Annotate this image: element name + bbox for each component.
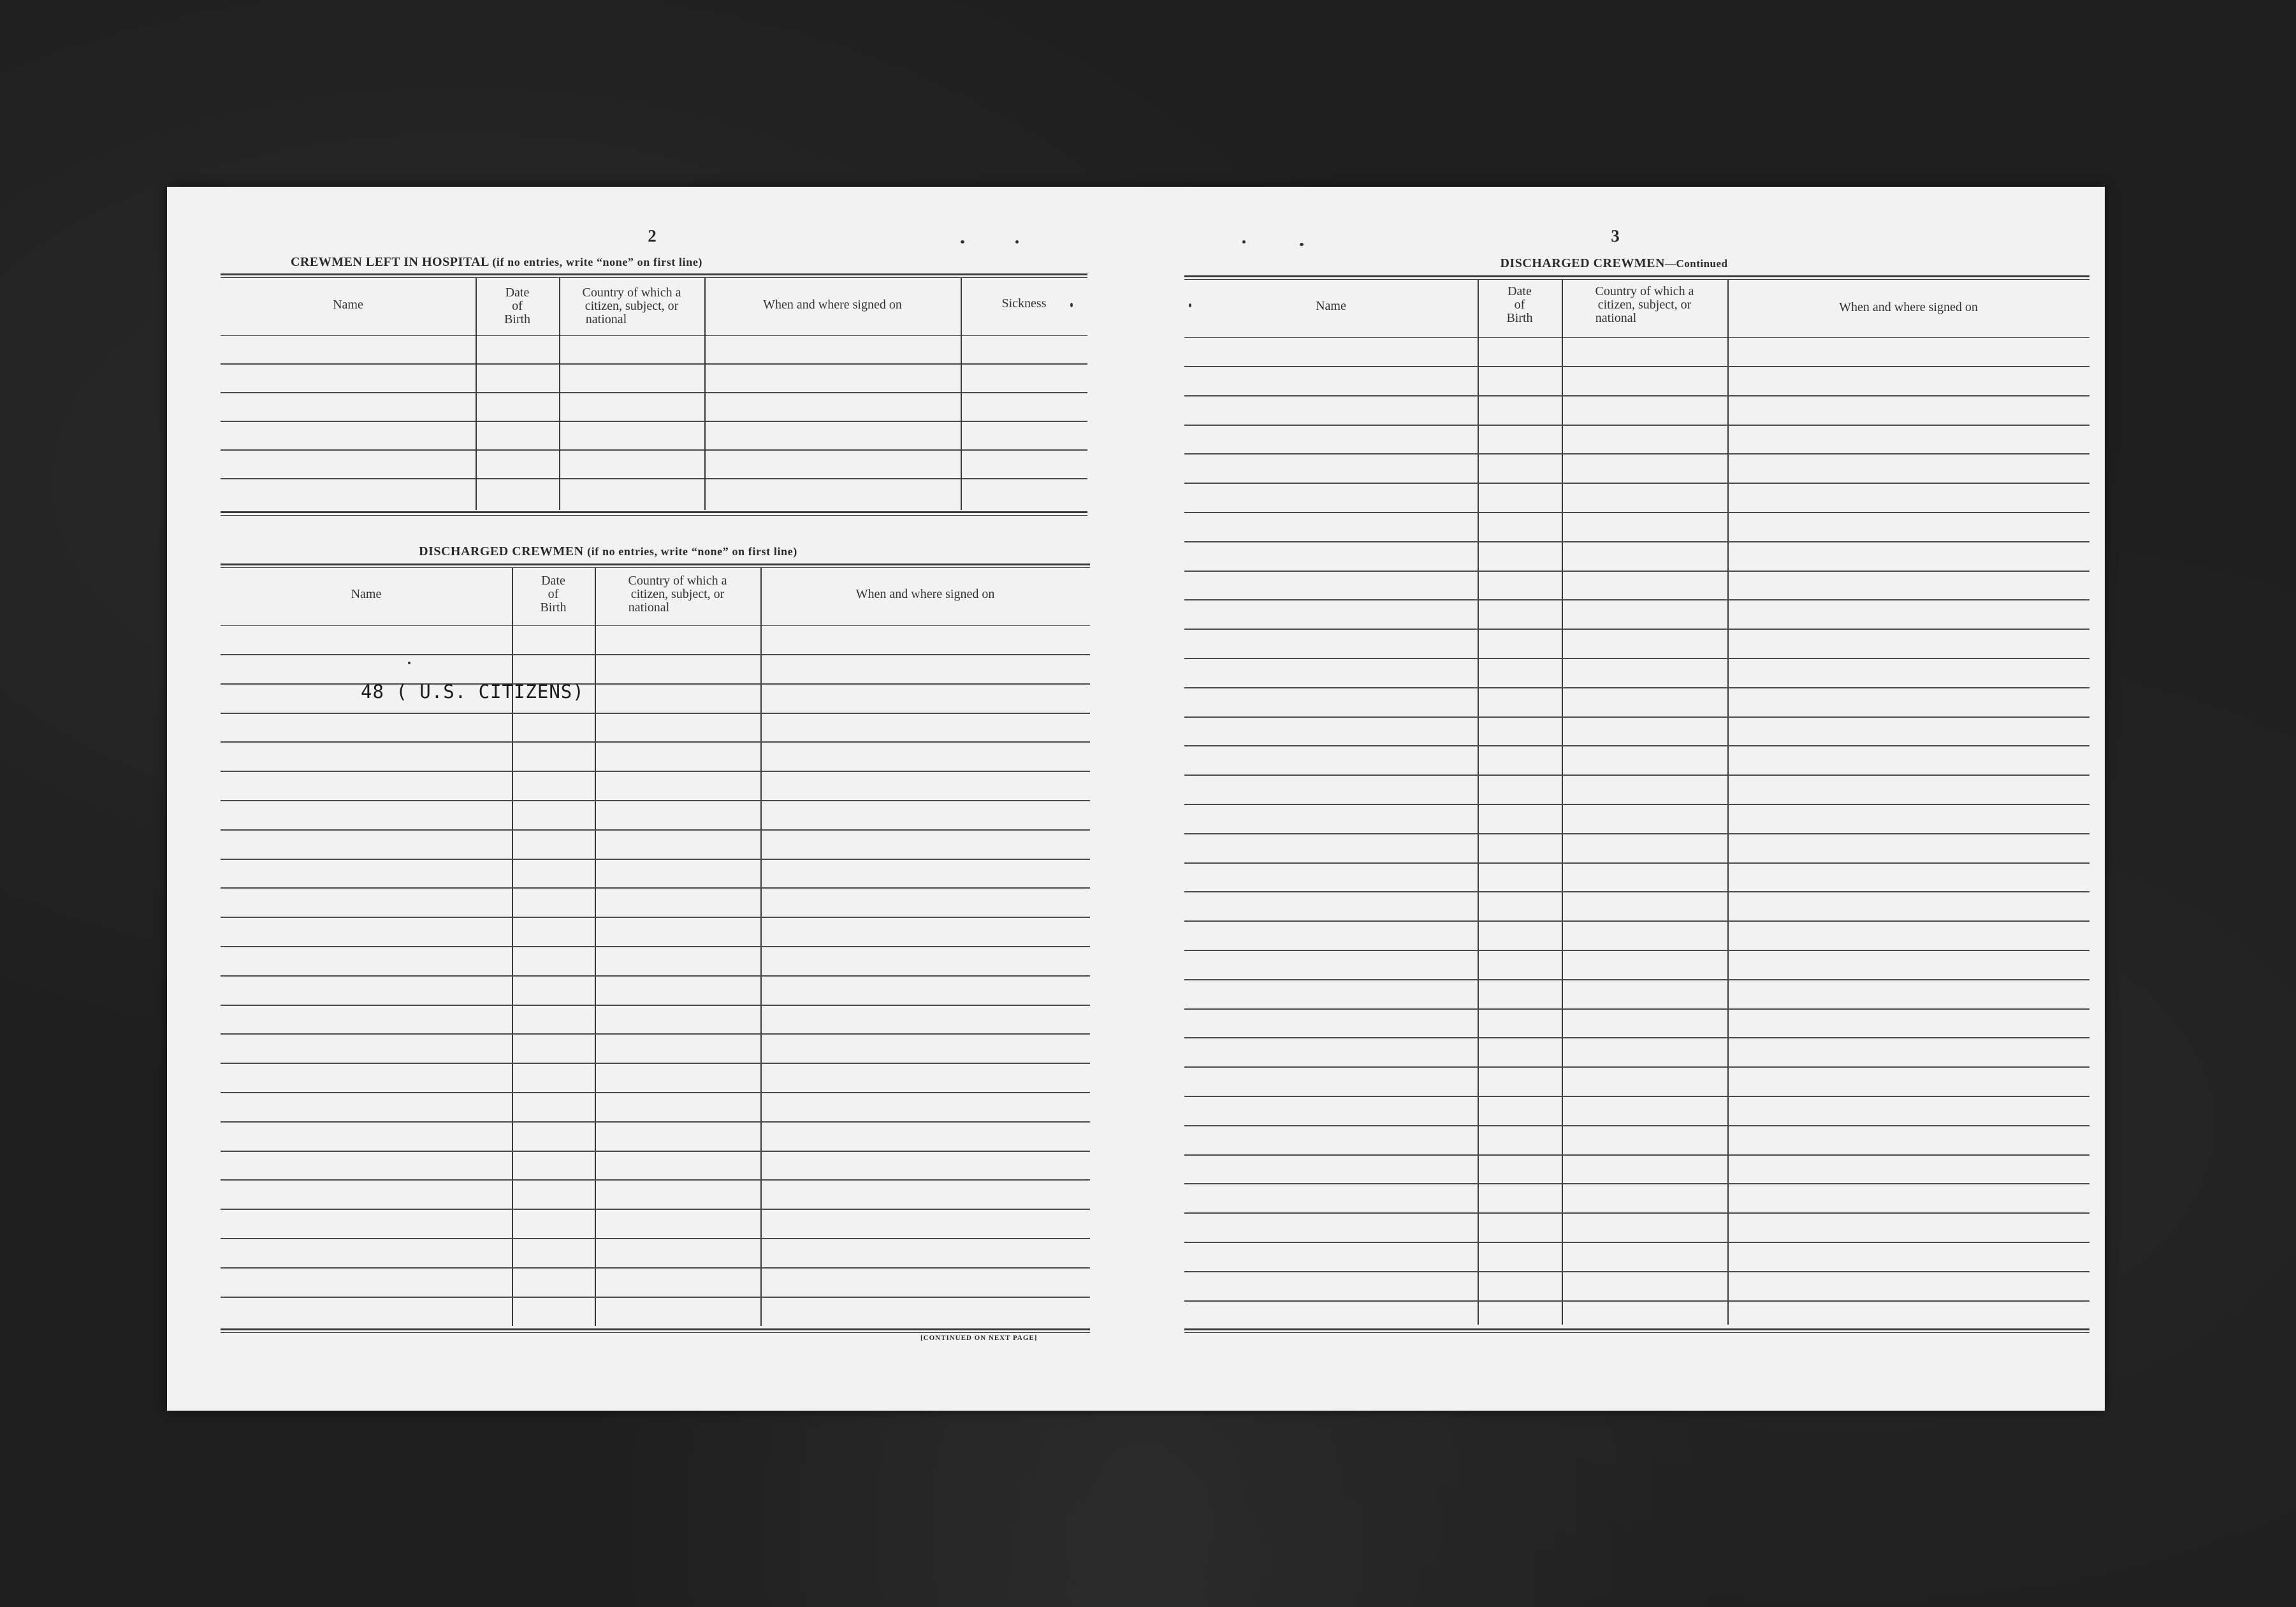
right-col-dob-line1: Date <box>1508 284 1532 298</box>
right-ruled-line <box>1184 833 2089 834</box>
discharged-ruled-line <box>221 946 1090 947</box>
right-ruled-line <box>1184 571 2089 572</box>
discharged-ruled-line <box>221 859 1090 860</box>
discharged-ruled-line <box>221 1238 1090 1239</box>
discharged-table <box>221 564 1090 1335</box>
discharged-ruled-line <box>221 800 1090 801</box>
right-ruled-line <box>1184 920 2089 922</box>
left-page-number: 2 <box>648 226 657 245</box>
discharged-title-text: DISCHARGED CREWMEN <box>419 544 584 558</box>
discharged-col-country-line3: national <box>628 600 670 614</box>
hospital-col-signed: When and where signed on <box>763 298 902 312</box>
right-ruled-line <box>1184 1183 2089 1184</box>
hospital-col-name: Name <box>333 298 363 312</box>
discharged-col-dob-line3: Birth <box>540 600 567 614</box>
discharged-ruled-line <box>221 1267 1090 1269</box>
discharged-section-title <box>219 544 997 559</box>
right-col-signed: When and where signed on <box>1839 300 1978 314</box>
hospital-col-country-line2: citizen, subject, or <box>585 299 679 313</box>
right-ruled-line <box>1184 862 2089 864</box>
discharged-col-dob <box>512 574 595 614</box>
discharged-ruled-line <box>221 654 1090 655</box>
hospital-col-dob-line3: Birth <box>504 312 531 326</box>
right-ruled-line <box>1184 512 2089 513</box>
right-section-title <box>1442 256 1786 271</box>
right-ruled-line <box>1184 687 2089 688</box>
right-ruled-line <box>1184 541 2089 542</box>
right-ruled-line <box>1184 716 2089 718</box>
discharged-col-country-line2: citizen, subject, or <box>630 587 725 601</box>
right-title-suffix: —Continued <box>1664 258 1728 270</box>
discharged-title-note: (if no entries, write “none” on first line) <box>587 545 797 558</box>
hospital-col-dob-line2: of <box>512 299 523 313</box>
right-ruled-line <box>1184 979 2089 980</box>
discharged-ruled-line <box>221 1005 1090 1006</box>
discharged-ruled-line <box>221 1121 1090 1123</box>
right-ruled-line <box>1184 366 2089 367</box>
right-col-dob <box>1478 285 1562 325</box>
right-ruled-line <box>1184 599 2089 600</box>
discharged-ruled-line <box>221 1033 1090 1035</box>
right-ruled-line <box>1184 1125 2089 1126</box>
document-sheet <box>167 187 2105 1411</box>
right-ruled-line <box>1184 483 2089 484</box>
hospital-col-country-line1: Country of which a <box>582 286 681 300</box>
discharged-ruled-line <box>221 829 1090 831</box>
right-ruled-line <box>1184 1271 2089 1272</box>
right-ruled-line <box>1184 395 2089 396</box>
discharged-ruled-line <box>221 1297 1090 1298</box>
hospital-title-note: (if no entries, write “none” on first line) <box>492 256 703 268</box>
right-ruled-line <box>1184 1212 2089 1214</box>
right-page-number: 3 <box>1611 226 1620 245</box>
discharged-col-name: Name <box>351 587 382 601</box>
hospital-section-title <box>219 255 774 270</box>
right-ruled-line <box>1184 745 2089 746</box>
right-col-name: Name <box>1316 299 1346 313</box>
discharged-ruled-line <box>221 1151 1090 1152</box>
discharged-ruled-line <box>221 1092 1090 1093</box>
discharged-ruled-line <box>221 975 1090 977</box>
continued-footer: [CONTINUED ON NEXT PAGE] <box>920 1334 1038 1342</box>
right-col-dob-line2: of <box>1514 298 1525 312</box>
right-ruled-line <box>1184 658 2089 659</box>
right-ruled-line <box>1184 1008 2089 1010</box>
right-col-country-line3: national <box>1595 311 1637 325</box>
hospital-col-country-line3: national <box>585 312 627 326</box>
discharged-ruled-line <box>221 887 1090 889</box>
right-ruled-line <box>1184 891 2089 892</box>
discharged-continued-table <box>1184 275 2089 1335</box>
hospital-col-sickness: Sickness <box>1001 296 1047 310</box>
right-ruled-line <box>1184 950 2089 951</box>
right-ruled-line <box>1184 1242 2089 1243</box>
hospital-col-dob <box>476 286 559 326</box>
discharged-ruled-line <box>221 713 1090 714</box>
hospital-title-text: CREWMEN LEFT IN HOSPITAL <box>290 255 489 269</box>
discharged-ruled-line <box>221 1063 1090 1064</box>
discharged-col-signed: When and where signed on <box>855 587 995 601</box>
discharged-col-country-line1: Country of which a <box>628 574 727 588</box>
discharged-col-dob-line2: of <box>548 587 559 601</box>
right-ruled-line <box>1184 425 2089 426</box>
discharged-col-country <box>595 574 760 614</box>
discharged-ruled-line <box>221 683 1090 685</box>
discharged-ruled-line <box>221 917 1090 918</box>
discharged-ruled-line <box>221 1179 1090 1181</box>
right-ruled-line <box>1184 1096 2089 1097</box>
right-ruled-line <box>1184 453 2089 454</box>
right-col-country <box>1562 285 1727 325</box>
right-title-text: DISCHARGED CREWMEN <box>1500 256 1665 270</box>
discharged-ruled-line <box>221 771 1090 772</box>
right-ruled-line <box>1184 1154 2089 1156</box>
typed-entry: 48 ( U.S. CITIZENS) <box>361 681 585 702</box>
right-ruled-line <box>1184 1066 2089 1068</box>
right-ruled-line <box>1184 629 2089 630</box>
right-col-dob-line3: Birth <box>1506 311 1533 325</box>
right-ruled-line <box>1184 1037 2089 1038</box>
discharged-ruled-line <box>221 741 1090 743</box>
right-col-country-line1: Country of which a <box>1595 284 1694 298</box>
discharged-ruled-line <box>221 1209 1090 1210</box>
hospital-col-dob-line1: Date <box>505 286 530 300</box>
right-ruled-line <box>1184 804 2089 805</box>
right-ruled-line <box>1184 774 2089 776</box>
hospital-table <box>221 273 1087 517</box>
discharged-col-dob-line1: Date <box>541 574 565 588</box>
right-col-country-line2: citizen, subject, or <box>1597 298 1692 312</box>
hospital-col-country <box>559 286 704 326</box>
right-ruled-line <box>1184 1300 2089 1302</box>
